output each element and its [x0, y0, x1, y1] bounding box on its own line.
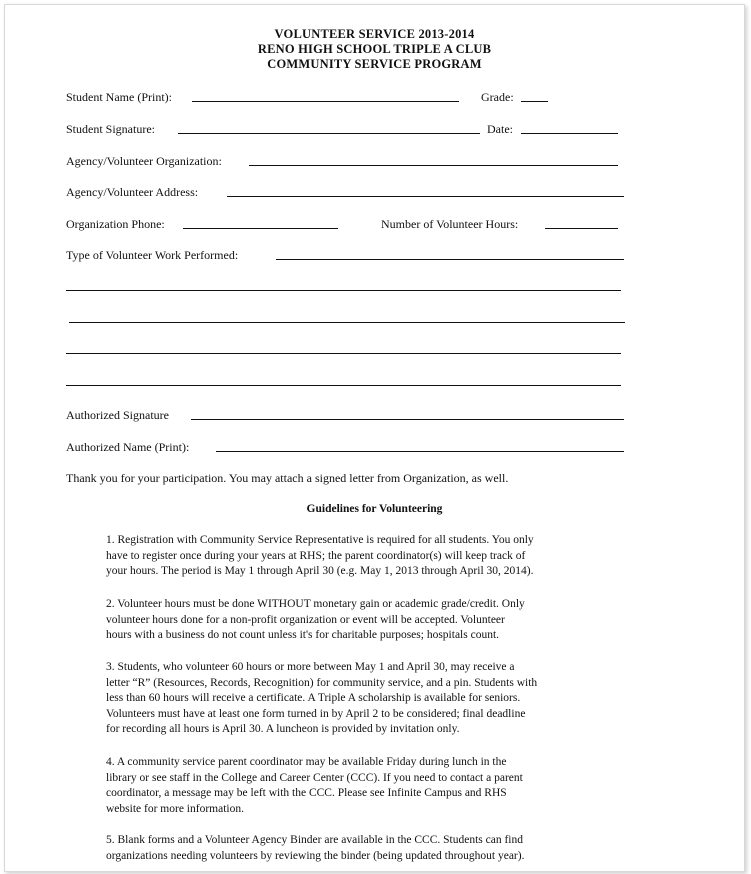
volunteer-hours-label: Number of Volunteer Hours:	[381, 217, 519, 231]
guideline-line: 3. Students, who volunteer 60 hours or more between May 1 and April 30, may receive a	[106, 661, 515, 673]
agency-address-label: Agency/Volunteer Address:	[66, 185, 199, 199]
student-name-field[interactable]	[192, 101, 459, 102]
guideline-item	[106, 597, 636, 644]
organization-phone-field[interactable]	[183, 228, 338, 229]
grade-field[interactable]	[521, 101, 548, 102]
guideline-line: 2. Volunteer hours must be done WITHOUT monetary gain or academic grade/credit. Only	[106, 598, 525, 610]
student-signature-label: Student Signature:	[66, 122, 155, 136]
header-title-line-1: VOLUNTEER SERVICE 2013-2014	[274, 27, 475, 41]
header-title-line-2: RENO HIGH SCHOOL TRIPLE A CLUB	[257, 42, 492, 56]
guidelines-title: Guidelines for Volunteering	[306, 503, 443, 515]
work-type-label: Type of Volunteer Work Performed:	[66, 248, 239, 262]
thank-you-note: Thank you for your participation. You may attach a signed letter from Organization, as well.	[66, 471, 509, 485]
agency-address-field[interactable]	[227, 196, 624, 197]
work-description-line[interactable]	[69, 322, 625, 323]
guideline-line: organizations needing volunteers by reviewing the binder (being updated throughout year).	[106, 849, 525, 862]
guideline-line: have to register once during your years at RHS; the parent coordinator(s) will keep track of	[106, 549, 526, 562]
guideline-line: less than 60 hours will receive a certificate. A Triple A scholarship is available for seniors.	[106, 692, 521, 705]
work-type-field[interactable]	[276, 259, 624, 260]
grade-label: Grade:	[481, 90, 514, 104]
work-description-line[interactable]	[66, 385, 621, 386]
guideline-line: for recording all hours is April 30. A luncheon is provided by invitation only.	[106, 723, 460, 736]
authorized-name-field[interactable]	[216, 451, 624, 452]
guideline-line: hours with a business do not count unless it's for charitable purposes; hospitals count.	[106, 629, 500, 642]
guideline-item	[106, 533, 636, 580]
guideline-line: coordinator, a message may be left with the CCC. Please see Infinite Campus and RHS	[106, 787, 507, 800]
guideline-line: letter “R” (Resources, Records, Recognition) for community service, and a pin. Students with	[106, 676, 538, 689]
guideline-line: library or see staff in the College and Career Center (CCC). If you need to contact a parent	[106, 771, 523, 784]
guideline-item	[106, 755, 636, 817]
agency-organization-field[interactable]	[249, 165, 618, 166]
authorized-name-label: Authorized Name (Print):	[66, 440, 190, 454]
guideline-item	[106, 660, 636, 738]
document-page	[4, 4, 745, 872]
guideline-line: your hours. The period is May 1 through April 30 (e.g. May 1, 2013 through April 30, 2014).	[106, 565, 534, 578]
authorized-signature-field[interactable]	[191, 419, 624, 420]
date-field[interactable]	[521, 133, 618, 134]
work-description-line[interactable]	[66, 353, 621, 354]
date-label: Date:	[487, 122, 513, 136]
header-title-line-3: COMMUNITY SERVICE PROGRAM	[267, 57, 482, 71]
guideline-line: volunteer hours done for a non-profit organization or event will be accepted. Volunteer	[106, 613, 505, 626]
guideline-line: 4. A community service parent coordinator may be available Friday during lunch in the	[106, 756, 507, 768]
volunteer-hours-field[interactable]	[545, 228, 618, 229]
guideline-line: website for more information.	[106, 802, 244, 815]
guideline-item	[106, 833, 636, 864]
guideline-line: 1. Registration with Community Service Representative is required for all students. You only	[106, 534, 534, 546]
student-name-label: Student Name (Print):	[66, 90, 172, 104]
organization-phone-label: Organization Phone:	[66, 217, 165, 231]
agency-organization-label: Agency/Volunteer Organization:	[66, 154, 222, 168]
work-description-line[interactable]	[66, 290, 621, 291]
guideline-line: Volunteers must have at least one form turned in by April 2 to be considered; final deadline	[106, 707, 526, 720]
authorized-signature-label: Authorized Signature	[66, 408, 169, 422]
student-signature-field[interactable]	[178, 133, 480, 134]
guideline-line: 5. Blank forms and a Volunteer Agency Binder are available in the CCC. Students can find	[106, 834, 523, 846]
